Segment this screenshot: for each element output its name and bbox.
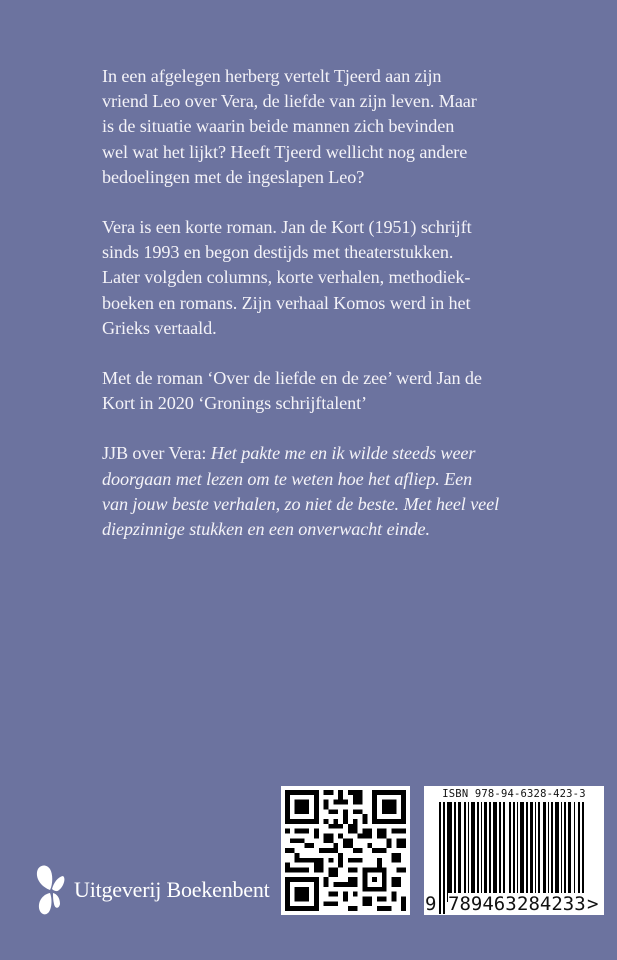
review-quote (102, 441, 522, 542)
text-line: Later volgden columns, korte verhalen, methodiek- (102, 267, 471, 288)
text-line: sinds 1993 en begon destijds met theaterstukken. (102, 242, 454, 263)
ean-digits (424, 893, 604, 915)
ean-right-group: 284233 (517, 893, 586, 915)
text-line: Met de roman ‘Over de liefde en de zee’ werd Jan de (102, 368, 482, 389)
qr-code-icon (285, 790, 406, 911)
synopsis-paragraph (102, 64, 522, 190)
quote-text: diepzinnige stukken en een onverwacht einde. (102, 519, 430, 540)
quote-text: Het pakte me en ik wilde steeds weer (210, 443, 476, 464)
quote-attribution: JJB over Vera: (102, 443, 211, 464)
qr-code (281, 786, 410, 915)
isbn-label: ISBN 978-94-6328-423-3 (442, 788, 586, 800)
butterfly-icon (34, 862, 68, 918)
publisher-name: Uitgeverij Boekenbent (74, 877, 270, 902)
author-bio-paragraph (102, 215, 522, 341)
ean-first-digit: 9 (425, 893, 437, 915)
quote-text: doorgaan met lezen om te weten hoe het afliep. Een (102, 468, 473, 489)
text-line: Grieks vertaald. (102, 317, 217, 338)
text-line: Kort in 2020 ‘Gronings schrijftalent’ (102, 393, 368, 414)
text-line: Vera is een korte roman. Jan de Kort (1951) schrijft (102, 217, 472, 238)
text-line: wel wat het lijkt? Heeft Tjeerd wellicht nog andere (102, 141, 468, 162)
publisher-logo (34, 862, 270, 918)
text-line (102, 441, 522, 466)
back-cover-blurb (102, 64, 522, 567)
text-line: is de situatie waarin beide mannen zich bevinden (102, 116, 455, 137)
ean-quiet-zone-marker: > (587, 893, 599, 915)
text-line: boeken en romans. Zijn verhaal Komos werd in het (102, 292, 471, 313)
text-line: In een afgelegen herberg vertelt Tjeerd aan zijn (102, 66, 442, 86)
award-paragraph (102, 366, 522, 416)
text-line: vriend Leo over Vera, de liefde van zijn leven. Maar (102, 91, 477, 112)
text-line: bedoelingen met de ingeslapen Leo? (102, 166, 365, 187)
ean-left-group: 789463 (448, 893, 517, 915)
isbn-barcode (424, 786, 604, 915)
quote-text: van jouw beste verhalen, zo niet de beste. Met heel veel (102, 493, 500, 514)
